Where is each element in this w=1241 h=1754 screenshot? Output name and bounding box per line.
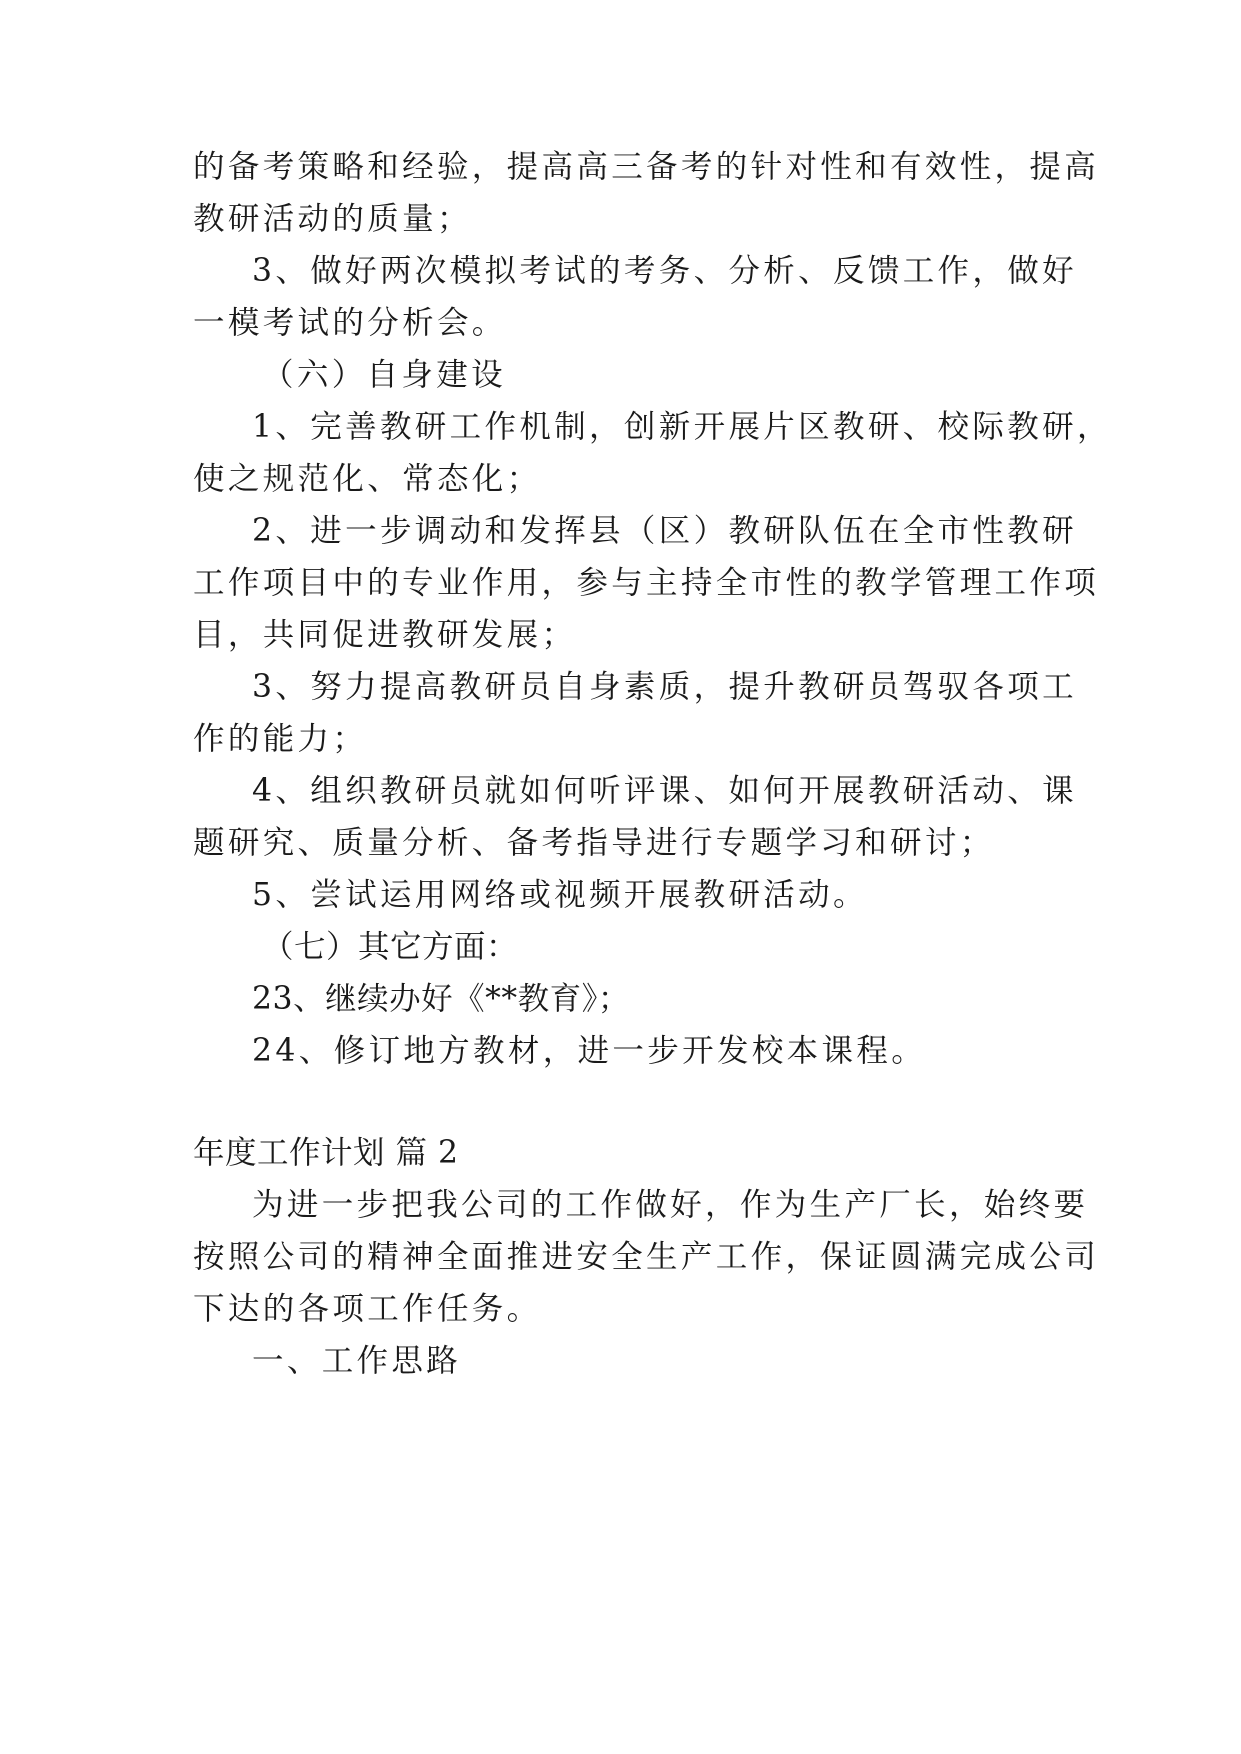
paragraph-line: 教研活动的质量； bbox=[193, 201, 472, 237]
paragraph-line: 工作项目中的专业作用，参与主持全市性的教学管理工作项 bbox=[193, 565, 1100, 601]
document-title: 年度工作计划 篇 2 bbox=[193, 1135, 459, 1171]
paragraph-line: 的备考策略和经验，提高高三备考的针对性和有效性，提高 bbox=[193, 149, 1100, 185]
paragraph-line: 5、尝试运用网络或视频开展教研活动。 bbox=[252, 877, 868, 913]
paragraph-line: 使之规范化、常态化； bbox=[193, 461, 542, 497]
paragraph-line: 4、组织教研员就如何听评课、如何开展教研活动、课 bbox=[252, 773, 1077, 809]
paragraph-line: 题研究、质量分析、备考指导进行专题学习和研讨； bbox=[193, 825, 995, 861]
paragraph-line: 3、做好两次模拟考试的考务、分析、反馈工作，做好 bbox=[252, 253, 1077, 289]
paragraph-line: 3、努力提高教研员自身素质，提升教研员驾驭各项工 bbox=[252, 669, 1077, 705]
paragraph-line: 2、进一步调动和发挥县（区）教研队伍在全市性教研 bbox=[252, 513, 1077, 549]
section-heading: （六）自身建设 bbox=[262, 357, 506, 393]
section-heading: （七）其它方面： bbox=[262, 929, 519, 965]
paragraph-line: 按照公司的精神全面推进安全生产工作，保证圆满完成公司 bbox=[193, 1239, 1100, 1275]
paragraph-line: 24、修订地方教材，进一步开发校本课程。 bbox=[252, 1033, 927, 1069]
paragraph-line: 目，共同促进教研发展； bbox=[193, 617, 577, 653]
paragraph-line: 下达的各项工作任务。 bbox=[193, 1291, 542, 1327]
section-heading: 一、工作思路 bbox=[252, 1343, 462, 1379]
paragraph-line: 为进一步把我公司的工作做好，作为生产厂长，始终要 bbox=[252, 1187, 1089, 1223]
paragraph-line: 作的能力； bbox=[193, 721, 368, 757]
paragraph-line: 23、继续办好《**教育》； bbox=[252, 981, 630, 1017]
paragraph-line: 一模考试的分析会。 bbox=[193, 305, 507, 341]
paragraph-line: 1、完善教研工作机制，创新开展片区教研、校际教研， bbox=[252, 409, 1112, 445]
